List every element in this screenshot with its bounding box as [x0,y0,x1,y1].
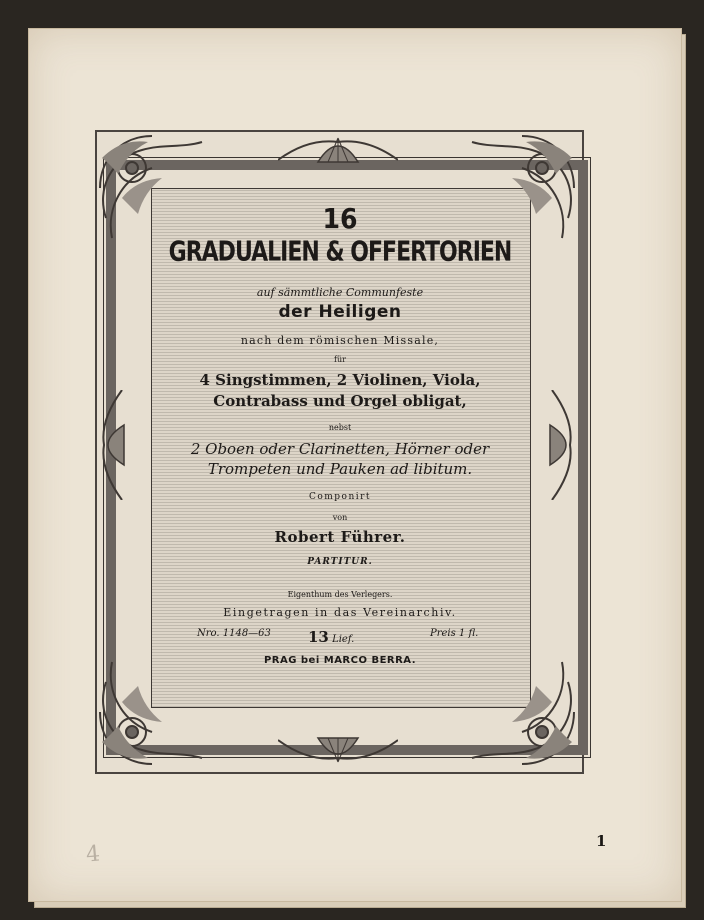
price: Preis 1 fl. [430,628,479,639]
optional-instruments-line-2: Trompeten und Pauken ad libitum. [207,460,473,478]
subtitle: auf sämmtliche Communfeste [256,286,424,299]
shell-ornament-bottom-icon [278,730,398,770]
issue-count [308,628,354,646]
missale-line: nach dem römischen Missale, [240,334,440,347]
publisher-line: PRAG bei MARCO BERRA. [263,655,417,666]
optional-instruments-line-1: 2 Oboen oder Clarinetten, Hörner oder [190,440,490,458]
instrumentation-line-1: 4 Singstimmen, 2 Violinen, Viola, [199,371,481,389]
edition-label: PARTITUR. [307,557,373,567]
pencil-mark: 4 [84,841,102,868]
corner-ornament-bottom-left-icon [92,652,212,772]
shell-ornament-top-icon [278,130,398,170]
shell-ornament-left-icon [92,390,132,500]
plate-number: Nro. 1148—63 [197,628,271,639]
nebst-word: nebst [328,423,352,432]
page-number: 1 [596,832,607,850]
registration-note: Eingetragen in das Vereinarchiv. [223,606,457,619]
componirt-label: Componirt [308,492,372,502]
ownership-note: Eigenthum des Verlegers. [287,590,393,599]
fur-word: für [334,355,346,364]
von-word: von [332,513,348,522]
shell-ornament-right-icon [542,390,582,500]
corner-ornament-bottom-right-icon [462,652,582,772]
issue-count-label: Lief. [332,634,355,645]
main-title: GRADUALIEN & OFFERTORIEN [168,236,512,269]
heading-heiligen: der Heiligen [278,302,402,322]
volume-number: 16 [322,202,358,235]
instrumentation-line-2: Contrabass und Orgel obligat, [213,392,467,410]
composer-name: Robert Führer. [274,528,406,546]
issue-count-number: 13 [308,628,329,646]
